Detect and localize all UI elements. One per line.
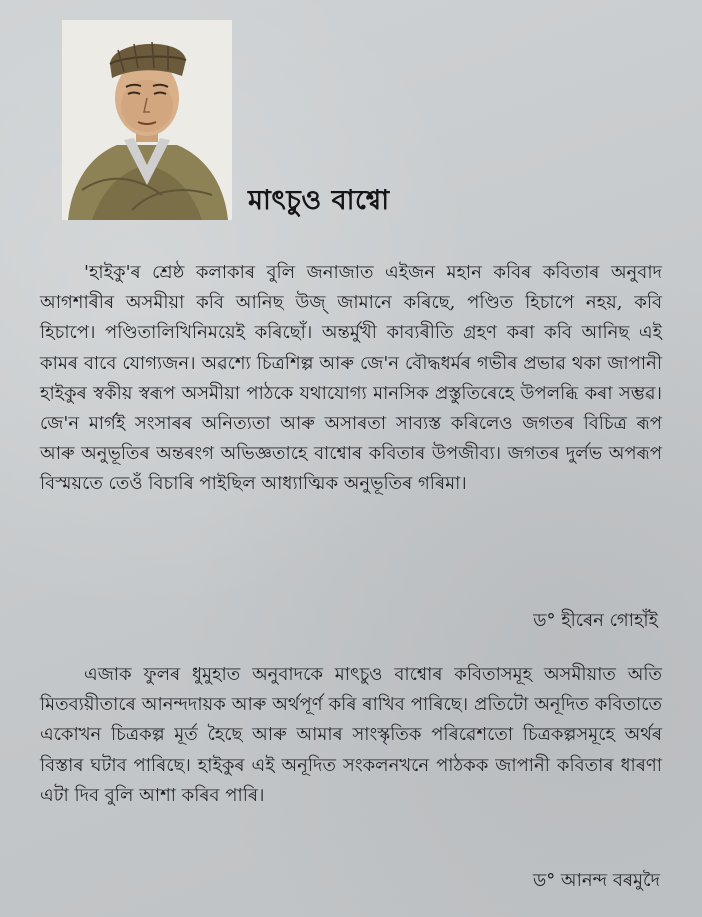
review-paragraph-1: 'হাইকু'ৰ শ্ৰেষ্ঠ কলাকাৰ বুলি জনাজাত এইজন মহান কবিৰ কবিতাৰ অনুবাদ আগশাৰীৰ অসমীয়া কবি আনিছ উজ্ জামানে কৰিছে, পণ্ডিত হিচাপে নহয়, কবি হিচাপে। পণ্ডিতালিখিনিময়েই কৰিছোঁ। অন্তৰ্মুখী কাব্যৰীতি গ্ৰহণ কৰা কবি আনিছ এই কামৰ বাবে যোগ্যজন। অৱশ্যে চিত্ৰশিল্প আৰু জে'ন বৌদ্ধধৰ্মৰ গভীৰ প্ৰভাৱ থকা জাপানী হাইকুৰ স্বকীয় স্বৰূপ অসমীয়া পাঠকে যথাযোগ্য মানসিক প্ৰস্তুতিৰেহে উপলব্ধি কৰা সম্ভৱ। জে'ন মাৰ্গই সংসাৰৰ অনিত্যতা আৰু অসাৰতা সাব্যস্ত কৰিলেও জগতৰ বিচিত্ৰ ৰূপ আৰু অনুভূতিৰ অন্তৰংগ অভিজ্ঞতাহে বাশ্বোৰ কবিতাৰ উপজীব্য। জগতৰ দুৰ্লভ অপৰূপ বিস্ময়তে তেওঁ বিচাৰি পাইছিল আধ্যাত্মিক অনুভূতিৰ গৰিমা।	[40, 262, 662, 495]
book-author-title: মাৎচুও বাশ্বো	[248, 185, 390, 216]
reviewer-signature-1: ড° হীৰেন গোহাঁই	[533, 610, 658, 631]
review-paragraph-2: এজাক ফুলৰ ধুমুহাত অনুবাদকে মাৎচুও বাশ্বোৰ কবিতাসমূহ অসমীয়াত অতি মিতব্যয়ীতাৰে আনন্দদায়ক আৰু অৰ্থপূৰ্ণ কৰি ৰাখিব পাৰিছে। প্ৰতিটো অনূদিত কবিতাতে একোখন চিত্ৰকল্প মূৰ্ত হৈছে আৰু আমাৰ সাংস্কৃতিক পৰিৱেশতো চিত্ৰকল্পসমূহে অৰ্থৰ বিস্তাৰ ঘটাব পাৰিছে। হাইকুৰ এই অনূদিত সংকলনখনে পাঠকক জাপানী কবিতাৰ ধাৰণা এটা দিব বুলি আশা কৰিব পাৰি।	[40, 664, 662, 806]
poet-portrait-icon	[62, 20, 232, 220]
reviewer-signature-2: ড° আনন্দ বৰমুদৈ	[532, 870, 660, 891]
